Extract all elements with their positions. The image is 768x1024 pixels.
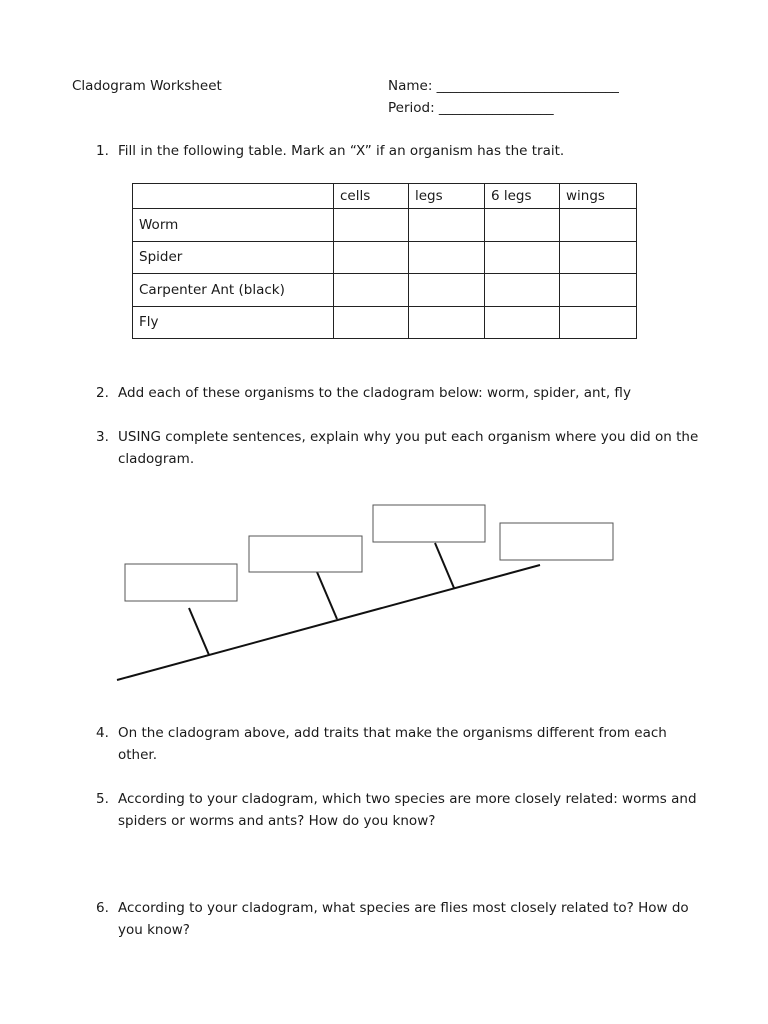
organism-label: Worm xyxy=(133,209,334,241)
table-header-cell: wings xyxy=(560,184,637,209)
organism-box-4[interactable] xyxy=(500,523,613,560)
question-number: 2. xyxy=(96,385,109,401)
organism-label: Spider xyxy=(133,241,334,273)
question-number: 4. xyxy=(96,725,109,741)
question-number: 6. xyxy=(96,900,109,916)
organism-box-2[interactable] xyxy=(249,536,362,572)
question-2-text: Add each of these organisms to the cladogram below: worm, spider, ant, fly xyxy=(118,385,631,401)
table-header-cell: cells xyxy=(334,184,409,209)
cladogram-branch-1 xyxy=(189,608,209,655)
organism-box-1[interactable] xyxy=(125,564,237,601)
table-header-cell: 6 legs xyxy=(485,184,560,209)
question-number: 3. xyxy=(96,429,109,445)
organism-label: Carpenter Ant (black) xyxy=(133,274,334,306)
worksheet-title: Cladogram Worksheet xyxy=(72,78,222,94)
organism-label: Fly xyxy=(133,306,334,338)
organism-box-3[interactable] xyxy=(373,505,485,542)
question-1-text: Fill in the following table. Mark an “X” if an organism has the trait. xyxy=(118,143,565,159)
period-field[interactable]: Period: _________________ xyxy=(388,100,554,116)
cladogram-branch-2 xyxy=(317,572,337,619)
question-5-text: According to your cladogram, which two species are more closely related: worms and spiders or worms and ants? How do you know? xyxy=(118,791,697,829)
name-field[interactable]: Name: ___________________________ xyxy=(388,78,619,94)
question-4-text: On the cladogram above, add traits that make the organisms different from each other. xyxy=(118,725,667,763)
cladogram-branch-3 xyxy=(435,543,454,588)
question-number: 5. xyxy=(96,791,109,807)
table-header-cell: legs xyxy=(409,184,485,209)
question-6-text: According to your cladogram, what species are flies most closely related to? How do you know? xyxy=(118,900,689,938)
question-3-text: USING complete sentences, explain why you put each organism where you did on the cladogram. xyxy=(118,429,699,467)
question-number: 1. xyxy=(96,143,109,159)
